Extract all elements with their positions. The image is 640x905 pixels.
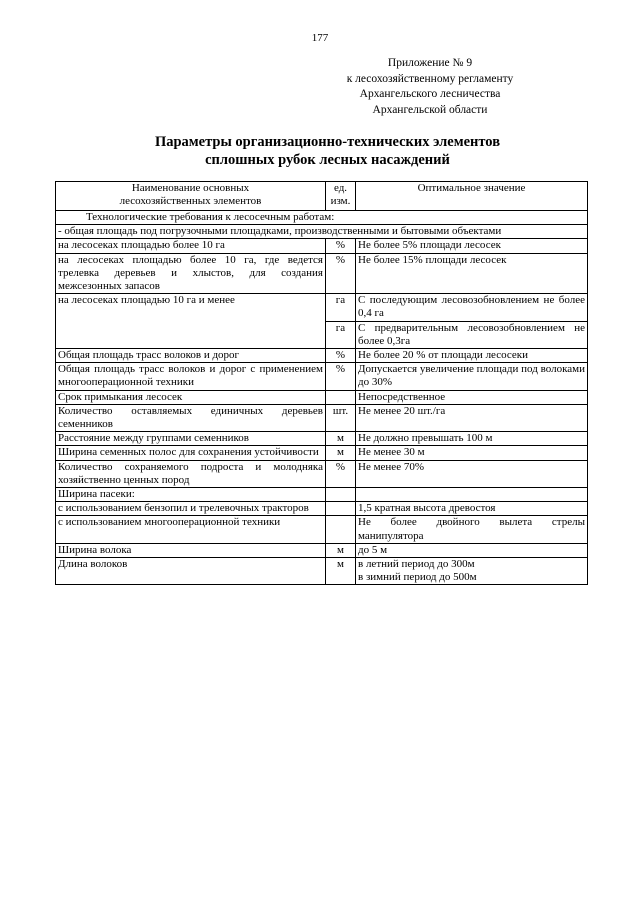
- appendix-line-2: к лесохозяйственному регламенту: [346, 72, 514, 85]
- row-name: на лесосеках площадью 10 га и менее: [56, 294, 326, 349]
- table-row: [56, 543, 588, 557]
- document-title: [60, 134, 595, 169]
- row-unit: м: [326, 543, 356, 557]
- row-name: Количество сохраняемого подроста и молодняка хозяйственно ценных пород: [56, 460, 326, 487]
- row-value-winter: в зимний период до 500м: [358, 571, 477, 584]
- row-name: на лесосеках площадью более 10 га, где ведется трелевка деревьев и хлыстов, для создания межсезонных запасов: [56, 253, 326, 294]
- row-unit: м: [326, 558, 356, 585]
- row-value: С предварительным лесовозобновлением не более 0,3га: [356, 321, 588, 348]
- appendix-block: [300, 56, 560, 118]
- section-title: Технологические требования к лесосечным работам:: [56, 211, 588, 225]
- table-row: [56, 294, 588, 321]
- row-name: с использованием бензопил и трелевочных тракторов: [56, 502, 326, 516]
- header-unit: ед. изм.: [326, 182, 356, 211]
- header-name: Наименование основных лесохозяйственных элементов: [56, 182, 326, 211]
- table-header-row: [56, 182, 588, 211]
- row-unit: га: [326, 321, 356, 348]
- row-name: Количество оставляемых единичных деревьев семенников: [56, 404, 326, 431]
- row-value: Не более 5% площади лесосек: [356, 239, 588, 253]
- row-unit: [326, 516, 356, 543]
- row-unit: шт.: [326, 404, 356, 431]
- row-value: Не более 15% площади лесосек: [356, 253, 588, 294]
- row-value-summer: в летний период до 300м: [358, 558, 475, 571]
- appendix-line-4: Архангельской области: [372, 103, 488, 116]
- row-unit: [326, 488, 356, 502]
- row-name: Ширина волока: [56, 543, 326, 557]
- row-unit: %: [326, 239, 356, 253]
- row-name: Ширина пасеки:: [56, 488, 326, 502]
- row-unit: га: [326, 294, 356, 321]
- row-unit: [326, 502, 356, 516]
- row-name: Расстояние между группами семенников: [56, 432, 326, 446]
- table-row: [56, 239, 588, 253]
- row-value: Непосредственное: [356, 390, 588, 404]
- row-value: [356, 558, 588, 585]
- row-unit: %: [326, 460, 356, 487]
- table-row: [56, 349, 588, 363]
- table-row: [56, 558, 588, 585]
- page-number: 177: [311, 32, 329, 44]
- row-name: Длина волоков: [56, 558, 326, 585]
- row-unit: [326, 390, 356, 404]
- section-row: [56, 211, 588, 225]
- row-value: Не менее 30 м: [356, 446, 588, 460]
- table-row: [56, 502, 588, 516]
- row-value: до 5 м: [356, 543, 588, 557]
- appendix-line-3: Архангельского лесничества: [359, 88, 501, 100]
- row-value: Допускается увеличение площади под волоками до 30%: [356, 363, 588, 390]
- row-value: 1,5 кратная высота древостоя: [356, 502, 588, 516]
- row-value: Не менее 20 шт./га: [356, 404, 588, 431]
- total-area-row: [56, 225, 588, 239]
- title-line-2: сплошных рубок лесных насаждений: [205, 151, 450, 168]
- row-unit: м: [326, 446, 356, 460]
- row-value: Не более двойного вылета стрелы манипулятора: [356, 516, 588, 543]
- row-value: [356, 488, 588, 502]
- table-row: [56, 363, 588, 390]
- table-row: [56, 404, 588, 431]
- row-value: Не более 20 % от площади лесосеки: [356, 349, 588, 363]
- parameters-table: [55, 181, 588, 585]
- table-row: [56, 253, 588, 294]
- row-name: Общая площадь трасс волоков и дорог с применением многооперационной техники: [56, 363, 326, 390]
- table-row: [56, 390, 588, 404]
- row-unit: %: [326, 253, 356, 294]
- row-name: Общая площадь трасс волоков и дорог: [56, 349, 326, 363]
- table-row: [56, 432, 588, 446]
- row-value: Не менее 70%: [356, 460, 588, 487]
- title-line-1: Параметры организационно-технических элементов: [154, 134, 501, 150]
- row-unit: м: [326, 432, 356, 446]
- row-value: С последующим лесовозобновлением не более 0,4 га: [356, 294, 588, 321]
- row-name: Ширина семенных полос для сохранения устойчивости: [56, 446, 326, 460]
- appendix-line-1: Приложение № 9: [387, 57, 473, 69]
- row-name: Срок примыкания лесосек: [56, 390, 326, 404]
- row-name: на лесосеках площадью более 10 га: [56, 239, 326, 253]
- row-value: Не должно превышать 100 м: [356, 432, 588, 446]
- total-area-label: - общая площадь под погрузочными площадками, производственными и бытовыми объектами: [56, 225, 588, 239]
- table-row: [56, 488, 588, 502]
- row-unit: %: [326, 363, 356, 390]
- row-unit: %: [326, 349, 356, 363]
- table-row: [56, 446, 588, 460]
- header-value: Оптимальное значение: [356, 182, 588, 211]
- table-row: [56, 516, 588, 543]
- row-name: с использованием многооперационной техники: [56, 516, 326, 543]
- table-row: [56, 460, 588, 487]
